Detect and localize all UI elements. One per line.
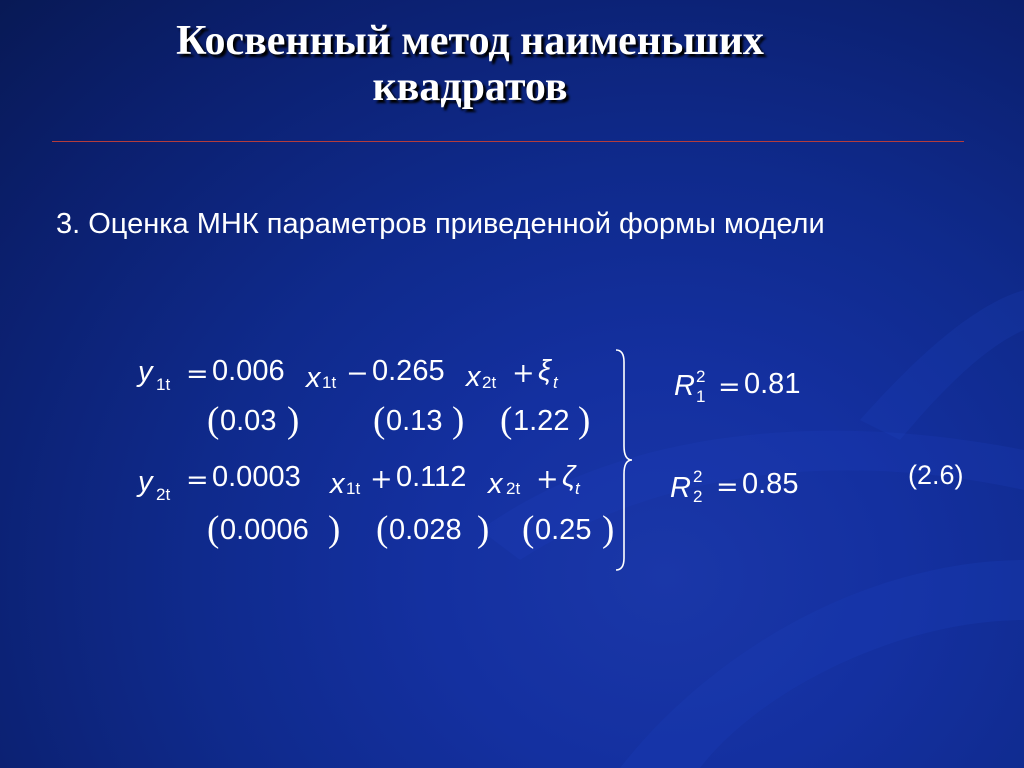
eq2-coef-1: 0.0003 xyxy=(212,461,301,493)
eq1-minus: − xyxy=(346,358,369,389)
eq2-plus-1: + xyxy=(370,464,393,495)
eq2-se2-close: ) xyxy=(477,509,490,550)
eq2-se-3: 0.25 xyxy=(535,514,592,546)
eq1-se-1: 0.03 xyxy=(220,405,277,437)
title-line-1: Косвенный метод наименьших xyxy=(176,18,764,64)
eq2-plus-2: + xyxy=(536,464,559,495)
eq1-error-sub: t xyxy=(553,373,558,392)
eq2-se2-open: ( xyxy=(376,509,389,550)
eq1-error-xi: ξ xyxy=(538,355,551,387)
title-divider xyxy=(52,141,964,142)
eq2-equals: = xyxy=(186,465,209,496)
r2-1-value: 0.81 xyxy=(744,368,801,400)
eq2-error-zeta: ζ xyxy=(562,461,576,493)
eq2-x1-var: x xyxy=(330,468,345,500)
eq2-lhs-sub: 2t xyxy=(156,485,171,504)
eq1-se1-close: ) xyxy=(287,400,300,441)
eq2-coef-2: 0.112 xyxy=(396,461,467,493)
eq2-se-1: 0.0006 xyxy=(220,514,309,546)
eq1-x1-var: x xyxy=(306,362,321,394)
eq2-se3-close: ) xyxy=(602,509,615,550)
r2-2-var: R xyxy=(670,472,691,504)
eq1-equals: = xyxy=(186,359,209,390)
eq1-lhs-var: y xyxy=(138,356,153,388)
eq1-coef-1: 0.006 xyxy=(212,355,285,387)
equation-number: (2.6) xyxy=(908,460,964,490)
eq2-lhs-var: y xyxy=(138,466,153,498)
eq2-se-2: 0.028 xyxy=(389,514,462,546)
eq1-plus: + xyxy=(512,358,535,389)
eq1-se2-close: ) xyxy=(452,400,465,441)
eq1-se3-open: ( xyxy=(500,400,513,441)
eq1-se-2: 0.13 xyxy=(386,405,443,437)
eq2-se3-open: ( xyxy=(522,509,535,550)
right-brace xyxy=(612,348,636,572)
eq1-x2-sub: 2t xyxy=(482,373,497,392)
r2-2-sup: 2 xyxy=(693,467,703,486)
eq2-x2-sub: 2t xyxy=(506,479,521,498)
eq1-x1-sub: 1t xyxy=(322,373,337,392)
eq1-se1-open: ( xyxy=(207,400,220,441)
eq2-error-sub: t xyxy=(575,479,580,498)
eq1-coef-2: 0.265 xyxy=(372,355,445,387)
eq1-lhs-sub: 1t xyxy=(156,375,171,394)
r2-1-sup: 2 xyxy=(696,367,706,386)
title-line-2: квадратов xyxy=(372,64,568,110)
eq1-se2-open: ( xyxy=(373,400,386,441)
slide-title xyxy=(60,18,880,110)
eq1-se3-close: ) xyxy=(578,400,591,441)
eq1-x2-var: x xyxy=(466,361,481,393)
eq2-se1-close: ) xyxy=(328,509,341,550)
eq2-se1-open: ( xyxy=(207,509,220,550)
eq2-x2-var: x xyxy=(488,468,503,500)
r2-1-equals: = xyxy=(718,372,741,403)
eq2-x1-sub: 1t xyxy=(346,479,361,498)
r2-1-sub: 1 xyxy=(696,387,706,406)
r2-2-value: 0.85 xyxy=(742,468,799,500)
r2-1-var: R xyxy=(674,370,695,402)
eq1-se-3: 1.22 xyxy=(513,405,570,437)
subtitle: 3. Оценка МНК параметров приведенной формы модели xyxy=(56,208,825,240)
r2-2-sub: 2 xyxy=(693,487,703,506)
r2-2-equals: = xyxy=(716,472,739,503)
